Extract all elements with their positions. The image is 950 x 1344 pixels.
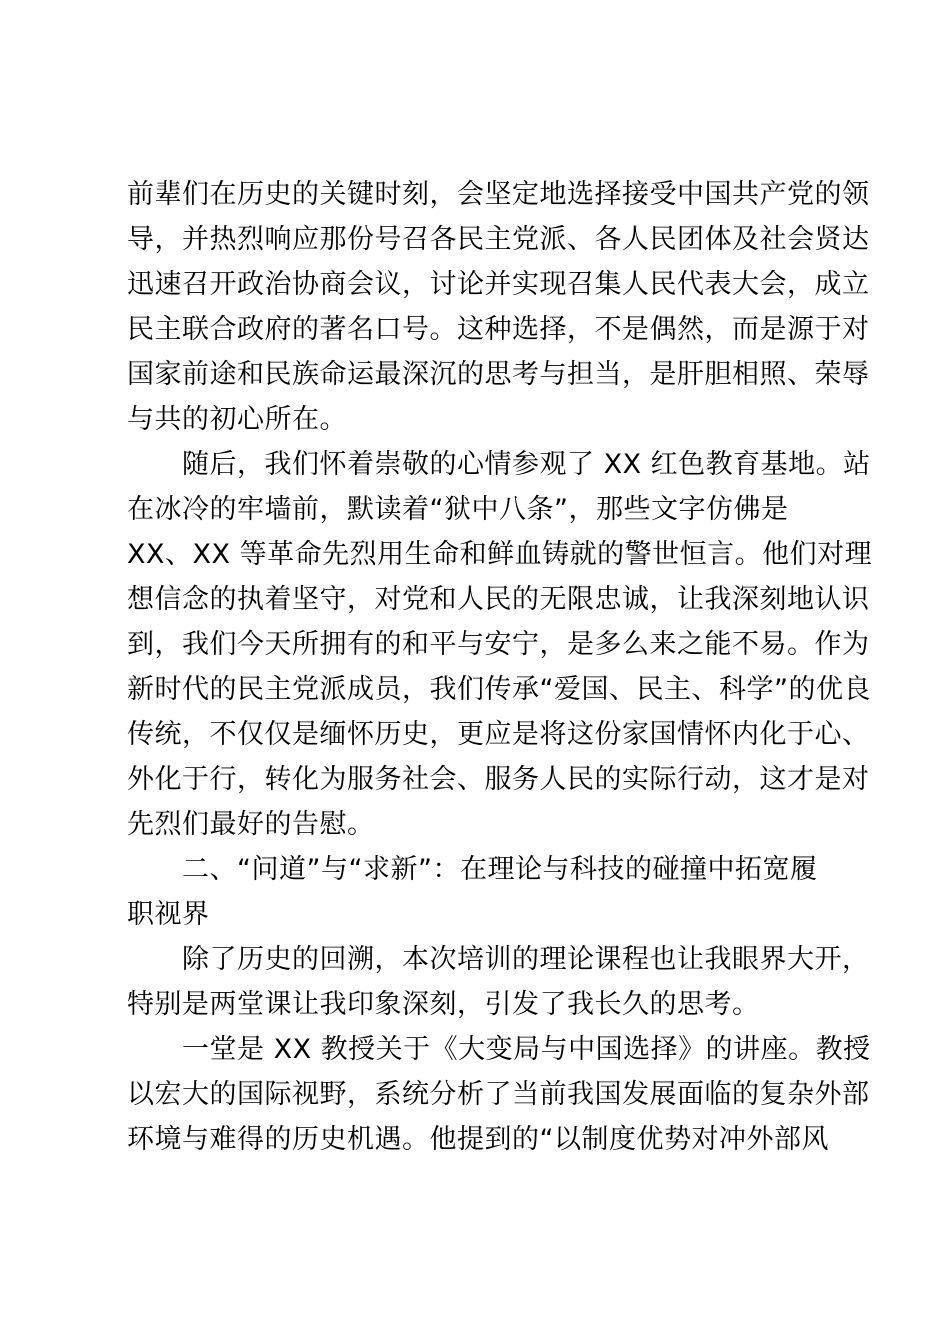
text-line: 环境与难得的历史机遇。他提到的“以制度优势对冲外部风 (127, 1124, 829, 1155)
text-line: 想信念的执着坚守，对党和人民的无限忠诚，让我深刻地认识 (127, 584, 870, 615)
text-line: 一堂是 XX 教授关于《大变局与中国选择》的讲座。教授 (127, 1034, 871, 1065)
text-line: 传统，不仅仅是缅怀历史，更应是将这份家国情怀内化于心、 (127, 719, 870, 750)
text-line: 前辈们在历史的关键时刻，会坚定地选择接受中国共产党的领 (127, 179, 870, 210)
text-line: 迅速召开政治协商会议，讨论并实现召集人民代表大会，成立 (127, 269, 870, 300)
text-line: 与共的初心所在。 (127, 404, 347, 435)
text-line: 导，并热烈响应那份号召各民主党派、各人民团体及社会贤达 (127, 224, 870, 255)
section-heading: 二、“问道”与“求新”：在理论与科技的碰撞中拓宽履 (127, 854, 818, 885)
text-line: 以宏大的国际视野，系统分析了当前我国发展面临的复杂外部 (127, 1079, 870, 1110)
text-line: 随后，我们怀着崇敬的心情参观了 XX 红色教育基地。站 (127, 449, 871, 480)
text-line: XX、XX 等革命先烈用生命和鲜血铸就的警世恒言。他们对理 (127, 539, 873, 570)
text-line: 外化于行，转化为服务社会、服务人民的实际行动，这才是对 (127, 764, 870, 795)
section-heading: 职视界 (127, 899, 210, 930)
text-line: 先烈们最好的告慰。 (127, 809, 375, 840)
text-line: 民主联合政府的著名口号。这种选择，不是偶然，而是源于对 (127, 314, 870, 345)
text-line: 国家前途和民族命运最深沉的思考与担当，是肝胆相照、荣辱 (127, 359, 870, 390)
text-line: 特别是两堂课让我印象深刻，引发了我长久的思考。 (127, 989, 760, 1020)
text-line: 除了历史的回溯，本次培训的理论课程也让我眼界大开， (127, 944, 870, 975)
text-line: 到，我们今天所拥有的和平与安宁，是多么来之能不易。作为 (127, 629, 870, 660)
text-line: 新时代的民主党派成员，我们传承“爱国、民主、科学”的优良 (127, 674, 871, 705)
text-line: 在冰冷的牢墙前，默读着“狱中八条”，那些文字仿佛是 (127, 494, 789, 525)
